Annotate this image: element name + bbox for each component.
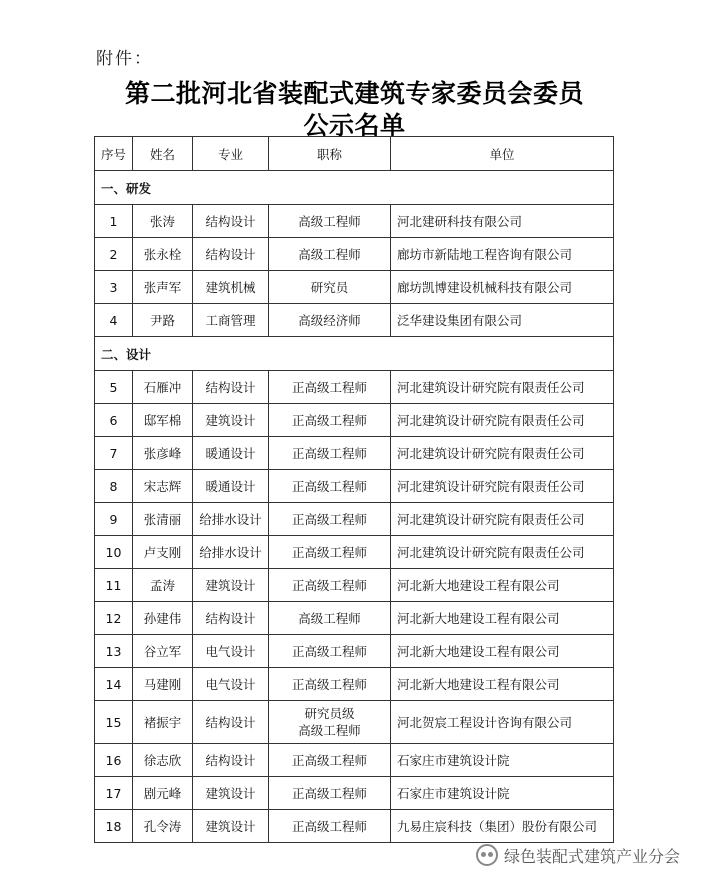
member-major: 结构设计 [193,744,269,777]
member-major: 结构设计 [193,602,269,635]
member-title: 正高级工程师 [269,635,391,668]
table-row [95,569,614,602]
row-number: 5 [95,371,133,404]
member-unit: 河北建筑设计研究院有限责任公司 [391,404,614,437]
member-major: 结构设计 [193,238,269,271]
member-major: 给排水设计 [193,536,269,569]
row-number: 9 [95,503,133,536]
member-name: 孙建伟 [133,602,193,635]
header-unit: 单位 [391,137,614,171]
table-row [95,271,614,304]
attachment-label: 附件： [96,49,153,69]
row-number: 8 [95,470,133,503]
row-number: 12 [95,602,133,635]
member-major: 建筑机械 [193,271,269,304]
member-name: 张彦峰 [133,437,193,470]
member-unit: 河北建筑设计研究院有限责任公司 [391,437,614,470]
row-number: 16 [95,744,133,777]
member-unit: 河北建筑设计研究院有限责任公司 [391,536,614,569]
member-name: 剧元峰 [133,777,193,810]
member-unit: 河北建筑设计研究院有限责任公司 [391,503,614,536]
member-title: 正高级工程师 [269,569,391,602]
member-major: 结构设计 [193,371,269,404]
member-title: 高级经济师 [269,304,391,337]
row-number: 7 [95,437,133,470]
table-row [95,635,614,668]
table-row [95,404,614,437]
member-major: 建筑设计 [193,404,269,437]
member-table [94,136,614,843]
member-name: 卢支刚 [133,536,193,569]
row-number: 3 [95,271,133,304]
member-name: 张涛 [133,205,193,238]
wechat-icon [476,844,498,866]
member-name: 褚振宇 [133,701,193,744]
table-header-row [95,137,614,171]
member-major: 结构设计 [193,205,269,238]
member-name: 孟涛 [133,569,193,602]
member-name: 马建刚 [133,668,193,701]
table-row [95,602,614,635]
table-row [95,668,614,701]
header-major: 专业 [193,137,269,171]
row-number: 18 [95,810,133,843]
member-title: 正高级工程师 [269,810,391,843]
section-row [95,337,614,371]
member-name: 徐志欣 [133,744,193,777]
member-unit: 河北新大地建设工程有限公司 [391,602,614,635]
member-title: 高级工程师 [269,205,391,238]
watermark-text: 绿色装配式建筑产业分会 [504,844,680,867]
member-unit: 石家庄市建筑设计院 [391,777,614,810]
row-number: 15 [95,701,133,744]
member-title: 正高级工程师 [269,777,391,810]
member-title: 研究员 [269,271,391,304]
header-name: 姓名 [133,137,193,171]
member-name: 张永栓 [133,238,193,271]
table-body [95,171,614,843]
document-title: 第二批河北省装配式建筑专家委员会委员 [124,79,584,108]
member-major: 结构设计 [193,701,269,744]
table-row [95,238,614,271]
member-major: 暖通设计 [193,437,269,470]
member-unit: 廊坊市新陆地工程咨询有限公司 [391,238,614,271]
member-name: 邸军棉 [133,404,193,437]
member-major: 建筑设计 [193,777,269,810]
row-number: 1 [95,205,133,238]
member-title: 高级工程师 [269,602,391,635]
member-unit: 九易庄宸科技（集团）股份有限公司 [391,810,614,843]
member-major: 建筑设计 [193,569,269,602]
member-name: 石雁冲 [133,371,193,404]
member-title: 正高级工程师 [269,470,391,503]
member-title-line: 研究员级 [304,706,355,721]
member-title: 正高级工程师 [269,371,391,404]
member-major: 给排水设计 [193,503,269,536]
member-name: 谷立军 [133,635,193,668]
member-unit: 河北新大地建设工程有限公司 [391,569,614,602]
member-title: 正高级工程师 [269,437,391,470]
header-title: 职称 [269,137,391,171]
row-number: 10 [95,536,133,569]
row-number: 11 [95,569,133,602]
member-title-line: 高级工程师 [298,723,361,738]
member-name: 尹路 [133,304,193,337]
table-row [95,470,614,503]
member-unit: 河北贺宸工程设计咨询有限公司 [391,701,614,744]
member-unit: 河北建研科技有限公司 [391,205,614,238]
member-major: 电气设计 [193,668,269,701]
table-row [95,371,614,404]
watermark [476,838,680,872]
table-row [95,701,614,744]
document-subtitle: 公示名单 [303,111,406,140]
section-label: 二、设计 [95,337,614,371]
member-title: 正高级工程师 [269,404,391,437]
row-number: 4 [95,304,133,337]
row-number: 13 [95,635,133,668]
table-row [95,205,614,238]
member-unit: 河北建筑设计研究院有限责任公司 [391,371,614,404]
section-label: 一、研发 [95,171,614,205]
member-unit: 河北新大地建设工程有限公司 [391,635,614,668]
member-major: 电气设计 [193,635,269,668]
member-unit: 廊坊凯博建设机械科技有限公司 [391,271,614,304]
member-title: 高级工程师 [269,238,391,271]
member-title: 正高级工程师 [269,668,391,701]
member-title: 正高级工程师 [269,503,391,536]
member-name: 宋志辉 [133,470,193,503]
member-title [269,701,391,744]
row-number: 14 [95,668,133,701]
member-title: 正高级工程师 [269,536,391,569]
table-row [95,744,614,777]
section-row [95,171,614,205]
member-unit: 石家庄市建筑设计院 [391,744,614,777]
member-unit: 河北建筑设计研究院有限责任公司 [391,470,614,503]
member-name: 孔令涛 [133,810,193,843]
row-number: 17 [95,777,133,810]
member-unit: 泛华建设集团有限公司 [391,304,614,337]
table-row [95,503,614,536]
member-title: 正高级工程师 [269,744,391,777]
table-row [95,777,614,810]
member-name: 张声军 [133,271,193,304]
member-name: 张清丽 [133,503,193,536]
header-no: 序号 [95,137,133,171]
row-number: 2 [95,238,133,271]
member-major: 工商管理 [193,304,269,337]
member-unit: 河北新大地建设工程有限公司 [391,668,614,701]
table-row [95,304,614,337]
member-major: 建筑设计 [193,810,269,843]
member-major: 暖通设计 [193,470,269,503]
row-number: 6 [95,404,133,437]
table-row [95,536,614,569]
table-row [95,437,614,470]
